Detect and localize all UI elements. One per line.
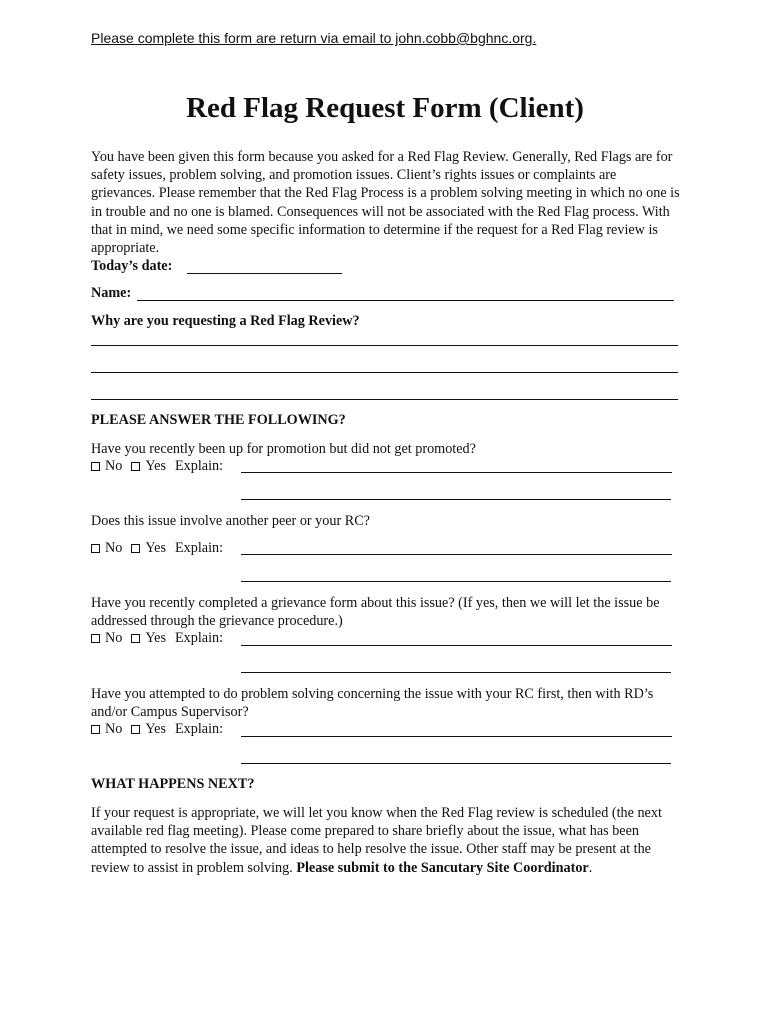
question-2-options <box>91 540 223 557</box>
explain-label: Explain: <box>175 630 224 646</box>
checkbox-no[interactable] <box>91 721 122 738</box>
option-yes-label: Yes <box>145 721 166 737</box>
header-note[interactable]: Please complete this form are return via email to john.cobb@bghnc.org. <box>91 30 537 46</box>
question-1-options <box>91 458 223 475</box>
name-field[interactable] <box>137 300 674 301</box>
question-4: Have you attempted to do problem solving concerning the issue with your RC first, then with RD’s and/or Campus Supervisor? <box>91 686 654 721</box>
intro-paragraph: You have been given this form because you asked for a Red Flag Review. Generally, Red Flags are for safety issues, problem solving, and promotion issues. Client’s rights issues or complaints are grievances. Please remember that the Red Flag Process is a problem solving meeting in which no one is in trouble and no one is blamed. Consequences will not be associated with the Red Flag process. With that in mind, we need some specific information to determine if the request for a Red Flag review is appropriate. <box>91 149 680 257</box>
question-1: Have you recently been up for promotion but did not get promoted? <box>91 441 476 457</box>
outro-end: . <box>588 859 593 876</box>
explain-line[interactable] <box>241 645 672 646</box>
submit-instruction: Please submit to the Sancutary Site Coordinator <box>296 859 589 876</box>
outro-paragraph <box>91 804 691 877</box>
option-no-label: No <box>105 630 123 646</box>
question-2: Does this issue involve another peer or your RC? <box>91 513 370 529</box>
date-field[interactable] <box>187 273 342 274</box>
name-label: Name: <box>91 285 132 301</box>
explain-line[interactable] <box>241 581 671 582</box>
explain-line[interactable] <box>241 763 671 764</box>
why-line-3[interactable] <box>91 399 678 400</box>
checkbox-icon <box>131 544 140 553</box>
explain-label: Explain: <box>175 721 224 737</box>
question-4-options <box>91 721 223 738</box>
checkbox-icon <box>91 462 100 471</box>
why-label: Why are you requesting a Red Flag Review? <box>91 313 360 329</box>
option-no-label: No <box>105 540 123 556</box>
checkbox-icon <box>91 544 100 553</box>
explain-line[interactable] <box>241 554 672 555</box>
checkbox-yes[interactable] <box>131 458 166 475</box>
checkbox-yes[interactable] <box>131 630 166 647</box>
checkbox-icon <box>131 462 140 471</box>
explain-line[interactable] <box>241 472 672 473</box>
checkbox-icon <box>131 634 140 643</box>
question-3: Have you recently completed a grievance form about this issue? (If yes, then we will let the issue be addressed through the grievance procedure.) <box>91 595 660 630</box>
why-line-1[interactable] <box>91 345 678 346</box>
explain-label: Explain: <box>175 458 224 474</box>
checkbox-icon <box>91 634 100 643</box>
option-yes-label: Yes <box>145 540 166 556</box>
checkbox-no[interactable] <box>91 630 122 647</box>
explain-line[interactable] <box>241 672 671 673</box>
date-label: Today’s date: <box>91 258 173 274</box>
checkbox-icon <box>131 725 140 734</box>
question-3-options <box>91 630 223 647</box>
checkbox-yes[interactable] <box>131 540 166 557</box>
option-no-label: No <box>105 458 123 474</box>
explain-label: Explain: <box>175 540 224 556</box>
option-yes-label: Yes <box>145 630 166 646</box>
section-next-heading: WHAT HAPPENS NEXT? <box>91 776 255 792</box>
checkbox-icon <box>91 725 100 734</box>
explain-line[interactable] <box>241 499 671 500</box>
option-yes-label: Yes <box>145 458 166 474</box>
page-title: Red Flag Request Form (Client) <box>186 92 584 124</box>
checkbox-no[interactable] <box>91 458 122 475</box>
why-line-2[interactable] <box>91 372 678 373</box>
explain-line[interactable] <box>241 736 672 737</box>
outro-text: If your request is appropriate, we will let you know when the Red Flag review is scheduled (the next available red flag meeting). Please come prepared to share briefly about the issue, what has been attempted to resolve the issue, and ideas to help resolve the issue. Other staff may be present at the review to assist in problem solving. <box>91 805 662 876</box>
section-answer-heading: PLEASE ANSWER THE FOLLOWING? <box>91 412 346 428</box>
checkbox-no[interactable] <box>91 540 122 557</box>
checkbox-yes[interactable] <box>131 721 166 738</box>
option-no-label: No <box>105 721 123 737</box>
